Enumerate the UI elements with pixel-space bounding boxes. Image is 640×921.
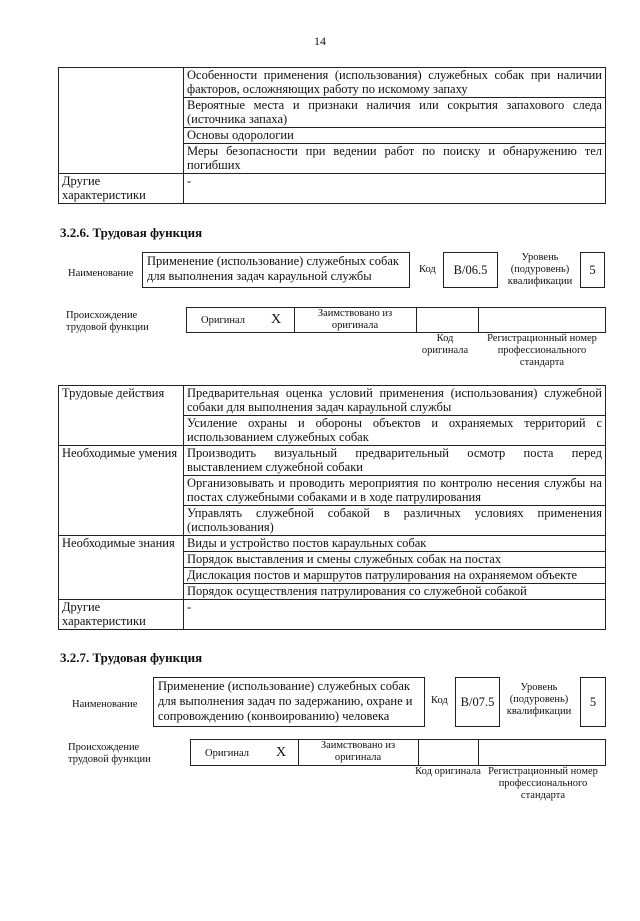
original-label: Оригинал — [205, 748, 249, 759]
table-cell: Вероятные места и признаки наличия или сокрытия запахового следа (источника запаха) — [184, 98, 606, 128]
table-row — [59, 386, 606, 416]
function-name-box: Применение (использование) служебных собак для выполнения задач по задержанию, охране и сопровождению (конвоированию) человека — [153, 677, 425, 727]
row-label: Необходимые умения — [59, 446, 184, 536]
table-row — [59, 446, 606, 476]
name-label: Наименование — [72, 699, 138, 710]
original-mark: X — [276, 745, 287, 760]
code-original-label: Код оригинала — [415, 766, 481, 777]
row-label: Необходимые знания — [59, 536, 184, 600]
code-label: Код — [419, 264, 436, 275]
original-label: Оригинал — [201, 315, 245, 326]
page-number: 14 — [314, 34, 326, 48]
section-heading: 3.2.6. Трудовая функция — [60, 225, 203, 240]
row-label: Другие характеристики — [59, 174, 184, 204]
table-cell: Особенности применения (использования) служебных собак при наличии факторов, осложняющих работу по искомому запаху — [184, 68, 606, 98]
table-cell: Основы одорологии — [184, 128, 606, 144]
table-cell: Организовывать и проводить мероприятия по контролю несения службы на постах служебными собаками и в ходе патрулирования — [184, 476, 606, 506]
top-table — [58, 67, 606, 204]
level-box: 5 — [580, 677, 606, 727]
table-cell: Производить визуальный предварительный осмотр поста перед выставлением служебной собаки — [184, 446, 606, 476]
table-cell: Порядок осуществления патрулирования со служебной собакой — [184, 584, 606, 600]
table-row — [59, 600, 606, 630]
table-cell: Дислокация постов и маршрутов патрулирования на охраняемом объекте — [184, 568, 606, 584]
table-cell: Меры безопасности при ведении работ по поиску и обнаружению тел погибших — [184, 144, 606, 174]
table-cell: Порядок выставления и смены служебных собак на постах — [184, 552, 606, 568]
table-cell: Усиление охраны и обороны объектов и охраняемых территорий с использованием служебных собак — [184, 416, 606, 446]
empty-label-cell — [59, 68, 184, 174]
origin-label: Происхождение трудовой функции — [66, 310, 149, 333]
row-label: Другие характеристики — [59, 600, 184, 630]
divider — [478, 308, 479, 332]
section-heading: 3.2.7. Трудовая функция — [60, 650, 203, 665]
level-label: Уровень (подуровень) квалификации — [506, 682, 572, 717]
origin-row — [190, 739, 606, 766]
table-cell: Виды и устройство постов караульных собак — [184, 536, 606, 552]
function-name-box: Применение (использование) служебных собак для выполнения задач караульной службы — [142, 252, 410, 288]
table-cell: Предварительная оценка условий применения (использования) служебной собаки для выполнения задач караульной службы — [184, 386, 606, 416]
borrowed-label: Заимствовано из оригинала — [320, 740, 396, 763]
reg-number-label: Регистрационный номер профессионального стандарта — [488, 766, 598, 801]
table-row — [59, 536, 606, 552]
table-row — [59, 68, 606, 98]
level-label: Уровень (подуровень) квалификации — [507, 252, 573, 287]
code-box: В/06.5 — [443, 252, 498, 288]
function-table — [58, 385, 606, 630]
borrowed-label: Заимствовано из оригинала — [317, 308, 393, 331]
divider — [416, 308, 417, 332]
table-cell: - — [184, 600, 606, 630]
divider — [478, 740, 479, 765]
code-box: В/07.5 — [455, 677, 500, 727]
code-label: Код — [431, 695, 448, 706]
table-row — [59, 174, 606, 204]
origin-row — [186, 307, 606, 333]
origin-label: Происхождение трудовой функции — [68, 742, 151, 765]
name-label: Наименование — [68, 268, 134, 279]
level-box: 5 — [580, 252, 605, 288]
divider — [418, 740, 419, 765]
table-cell: - — [184, 174, 606, 204]
original-mark: X — [271, 312, 282, 327]
row-label: Трудовые действия — [59, 386, 184, 446]
reg-number-label: Регистрационный номер профессионального стандарта — [487, 333, 597, 368]
code-original-label: Код оригинала — [421, 333, 469, 356]
table-cell: Управлять служебной собакой в различных условиях применения (использования) — [184, 506, 606, 536]
